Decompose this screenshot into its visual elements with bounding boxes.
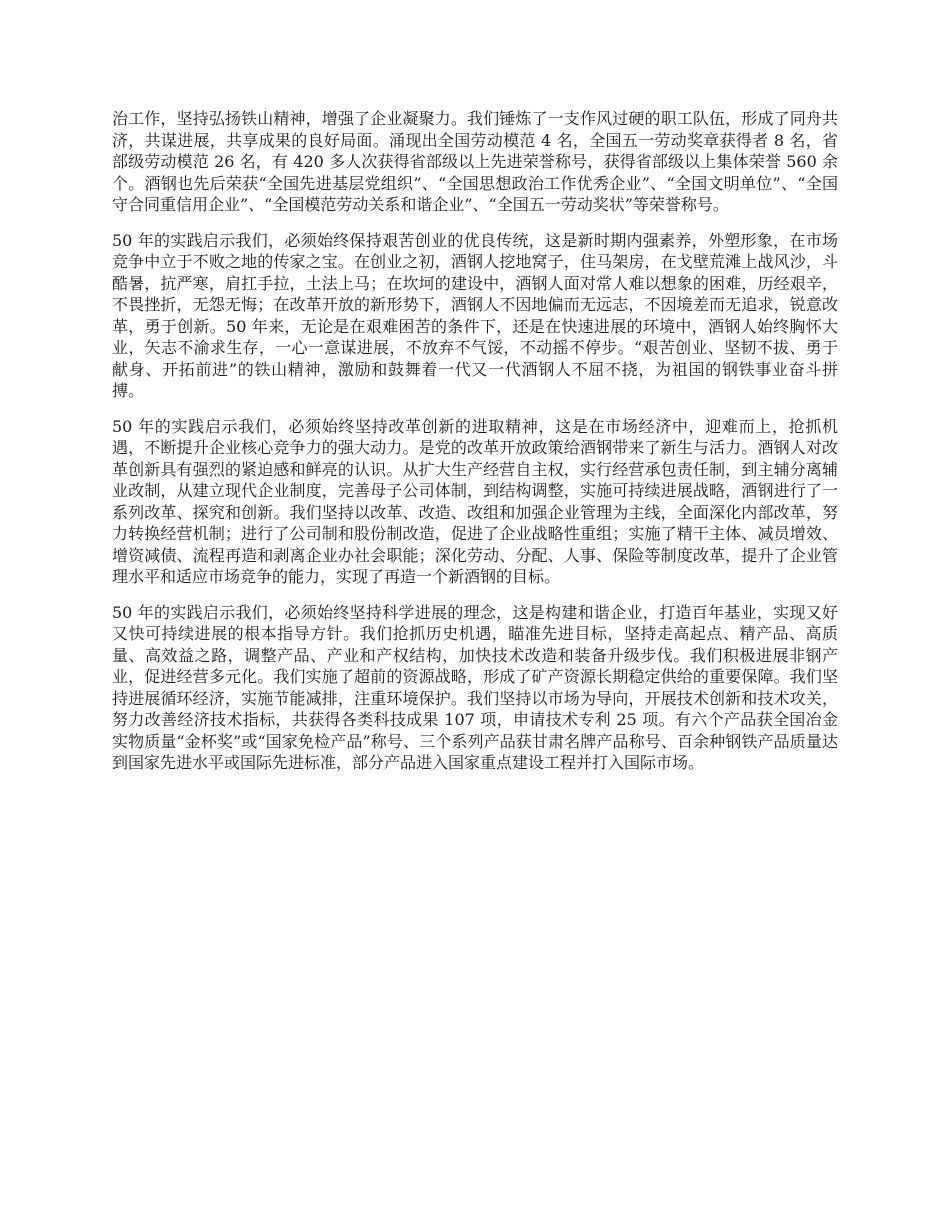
paragraph-4: 50 年的实践启示我们，必须始终坚持科学进展的理念，这是构建和谐企业，打造百年基业，实现又好又快可持续进展的根本指导方针。我们抢抓历史机遇，瞄准先进目标，坚持走高起点、精产品、高质量、高效益之路，调整产品、产业和产权结构，加快技术改造和装备升级步伐。我们积极进展非钢产业，促进经营多元化。我们实施了超前的资源战略，形成了矿产资源长期稳定供给的重要保障。我们坚持进展循环经济，实施节能减排，注重环境保护。我们坚持以市场为导向，开展技术创新和技术攻关，努力改善经济技术指标，共获得各类科技成果 107 项，申请技术专利 25 项。有六个产品获全国冶金实物质量“金杯奖”或“国家免检产品”称号、三个系列产品获甘肃名牌产品称号、百余种钢铁产品质量达到国家先进水平或国际先进标准，部分产品进入国家重点建设工程并打入国际市场。: [112, 602, 838, 772]
document-body: [112, 108, 838, 788]
paragraph-1: 治工作，坚持弘扬铁山精神，增强了企业凝聚力。我们锤炼了一支作风过硬的职工队伍，形成了同舟共济，共谋进展，共享成果的良好局面。涌现出全国劳动模范 4 名，全国五一劳动奖章获得者 8 名，省部级劳动模范 26 名，有 420 多人次获得省部级以上先进荣誉称号，获得省部级以上集体荣誉 560 余个。酒钢也先后荣获“全国先进基层党组织”、“全国思想政治工作优秀企业”、“全国文明单位”、“全国守合同重信用企业”、“全国模范劳动关系和谐企业”、“全国五一劳动奖状”等荣誉称号。: [112, 109, 838, 214]
paragraph-2: 50 年的实践启示我们，必须始终保持艰苦创业的优良传统，这是新时期内强素养，外塑形象，在市场竞争中立于不败之地的传家之宝。在创业之初，酒钢人挖地窝子，住马架房，在戈壁荒滩上战风沙，斗酷暑，抗严寒，肩扛手拉，土法上马；在坎坷的建设中，酒钢人面对常人难以想象的困难，历经艰辛，不畏挫折，无怨无悔；在改革开放的新形势下，酒钢人不因地偏而无远志，不因境差而无追求，锐意改革，勇于创新。50 年来，无论是在艰难困苦的条件下，还是在快速进展的环境中，酒钢人始终胸怀大业，矢志不渝求生存，一心一意谋进展，不放弃不气馁，不动摇不停步。“艰苦创业、坚韧不拔、勇于献身、开拓前进”的铁山精神，激励和鼓舞着一代又一代酒钢人不屈不挠，为祖国的钢铁事业奋斗拼搏。: [112, 230, 838, 400]
paragraph-3: 50 年的实践启示我们，必须始终坚持改革创新的进取精神，这是在市场经济中，迎难而上，抢抓机遇，不断提升企业核心竞争力的强大动力。是党的改革开放政策给酒钢带来了新生与活力。酒钢人对改革创新具有强烈的紧迫感和鲜亮的认识。从扩大生产经营自主权，实行经营承包责任制，到主辅分离辅业改制，从建立现代企业制度，完善母子公司体制，到结构调整，实施可持续进展战略，酒钢进行了一系列改革、探究和创新。我们坚持以改革、改造、改组和加强企业管理为主线，全面深化内部改革，努力转换经营机制；进行了公司制和股份制改造，促进了企业战略性重组；实施了精干主体、减员增效、增资减债、流程再造和剥离企业办社会职能；深化劳动、分配、人事、保险等制度改革，提升了企业管理水平和适应市场竞争的能力，实现了再造一个新酒钢的目标。: [112, 416, 838, 586]
